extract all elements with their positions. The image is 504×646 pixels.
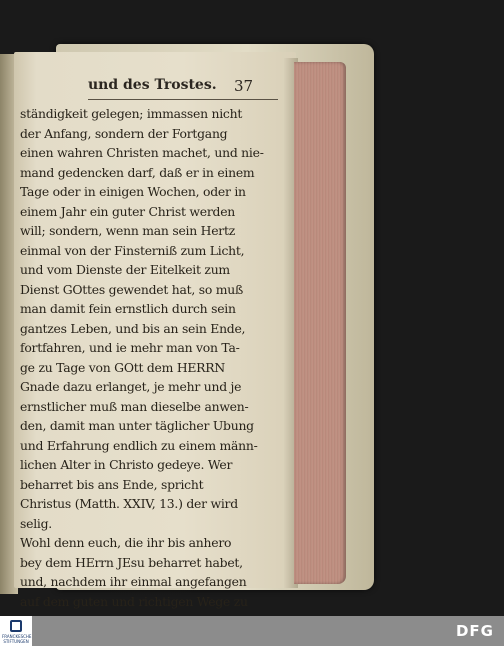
text-line: fortfahren, und ie mehr man von Ta- [20,340,240,355]
text-line: man damit fein ernstlich durch sein [20,301,236,316]
running-head: und des Trostes. [88,77,217,93]
dfg-logo[interactable]: DFG [455,622,494,640]
text-line: gantzes Leben, und bis an sein Ende, [20,320,246,336]
text-line: einem Jahr ein guter Christ werden [20,203,236,219]
text-line: der Anfang, sondern der Fortgang [20,125,228,141]
logo-mark-icon [10,620,22,632]
text-line: will; sondern, wenn man sein Hertz [20,223,235,238]
page-fore-edge [294,62,346,584]
text-line: ständigkeit gelegen; immassen nicht [20,106,243,121]
text-line: mand gedencken darf, daß er in einem [20,164,255,180]
text-line: den, damit man unter täglicher Ubung [20,418,254,433]
page-text [20,104,264,631]
page-header [88,77,264,99]
text-line: Tage oder in einigen Wochen, oder in [20,184,246,199]
text-line: und Erfahrung endlich zu einem männ- [20,437,258,453]
text-line: einen wahren Christen machet, und nie- [20,145,264,160]
text-line: selig. [20,515,52,531]
text-line: Wohl denn euch, die ihr bis anhero [20,535,232,550]
text-line: Christus (Matth. XXIV, 13.) der wird [20,496,238,511]
text-line: Gnade dazu erlanget, je mehr und je [20,379,242,394]
institution-logo[interactable] [0,616,32,646]
logo-text: FRANCKESCHE STIFTUNGEN [2,634,32,644]
text-line: einmal von der Finsterniß zum Licht, [20,242,245,258]
header-rule [88,99,278,100]
text-line: und vom Dienste der Eitelkeit zum [20,262,230,277]
text-line: und, nachdem ihr einmal angefangen [20,574,247,589]
text-line: Dienst GOttes gewendet hat, so muß [20,281,243,297]
text-line: beharret bis ans Ende, spricht [20,476,204,492]
viewer-footer-bar [0,616,504,646]
page-number: 37 [234,77,254,95]
text-line: ge zu Tage von GOtt dem HERRN [20,359,225,375]
text-line: auf dem guten und richtigen Wege zu [20,593,248,609]
text-line: bey dem HErrn JEsu beharret habet, [20,554,243,570]
text-line: lichen Alter in Christo gedeye. Wer [20,457,233,472]
text-line: ernstlicher muß man dieselbe anwen- [20,398,249,414]
